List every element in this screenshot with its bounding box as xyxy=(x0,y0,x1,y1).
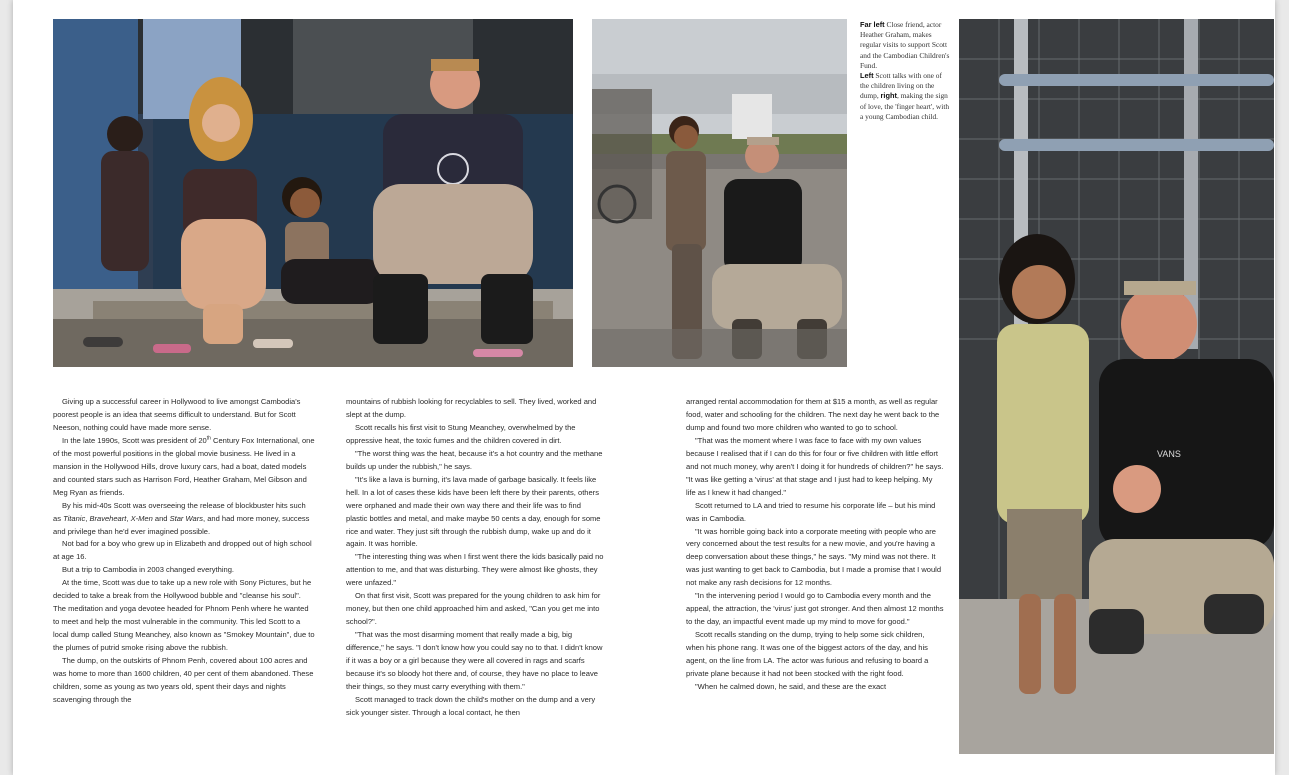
paragraph: Not bad for a boy who grew up in Elizabeth and dropped out of high school at age 16. xyxy=(53,539,312,562)
photo-caption xyxy=(860,20,950,122)
shirt-logo: VANS xyxy=(1157,449,1181,459)
paragraph: arranged rental accommodation for them at $15 a month, as well as regular food, water and schooling for the children. The next day he went back to the dump and found two more children who wanted to go to school. xyxy=(686,397,940,432)
photo-finger-heart xyxy=(959,19,1274,754)
paragraph: "When he calmed down, he said, and these are the exact xyxy=(695,681,887,691)
paragraph: "That was the most disarming moment that really made a big, big difference," he says. "I don't know how you could say no to that. I didn't know if it was a boy or a girl because they were all covered in rags and scarfs because it's so bloody hot there and, of course, they have no place to leave their things, so they must carry everything with them." xyxy=(346,630,603,691)
paragraph: "In the intervening period I would go to Cambodia every month and the appeal, the attraction, the 'virus' just got stronger. And then almost 12 months to the day, an impactful event made up my mind to move for good." xyxy=(686,591,944,627)
paragraph: In the late 1990s, Scott was president of 20th Century Fox International, one of the most powerful positions in the global movie business. He lived in a mansion in the Hollywood Hills, drove luxury cars, had a boat, dated models and counted stars such as Harrison Ford, Heather Graham, Mel Gibson and Meg Ryan as friends. xyxy=(53,435,315,497)
paragraph: "It was horrible going back into a corporate meeting with people who are very concerned about the test results for a new movie, and you're having a deep conversation about these things," he says. "My mind was not there. It was just wanting to get back to Cambodia, but I made a promise that I would not make any rash decisions for 12 months. xyxy=(686,526,942,588)
article-column-1 xyxy=(53,396,315,707)
caption-far-left-text: Close friend, actor Heather Graham, makes regular visits to support Scott and the Cambodian Children's Fund. xyxy=(860,20,950,70)
article-column-2 xyxy=(346,396,604,720)
paragraph: Scott recalls his first visit to Stung Meanchey, overwhelmed by the oppressive heat, the toxic fumes and the children covered in dirt. xyxy=(346,422,576,445)
caption-far-left-label: Far left xyxy=(860,20,885,29)
photo3-image xyxy=(959,19,1274,754)
paragraph: The dump, on the outskirts of Phnom Penh, covered about 100 acres and was home to more than 1600 children, 40 per cent of them abandoned. These children, some as young as two years old, spent their days and nights scavenging through the xyxy=(53,656,314,704)
paragraph: Scott returned to LA and tried to resume his corporate life – but his mind was in Cambodia. xyxy=(686,500,936,523)
paragraph: Scott managed to track down the child's mother on the dump and a very sick younger sister. Through a local contact, he then xyxy=(346,694,596,717)
paragraph: Giving up a successful career in Hollywood to live amongst Cambodia's poorest people is an idea that seems difficult to understand. But for Scott Neeson, nothing could have made more sense. xyxy=(53,397,301,432)
paragraph: At the time, Scott was due to take up a new role with Sony Pictures, but he decided to take a break from the Hollywood bubble and "cleanse his soul". The meditation and yoga devotee headed for Phnom Penh where he wanted to meet and help the most vulnerable in the community. This led Scott to a local dump called Stung Meanchey, also known as "Smokey Mountain", due to the plumes of putrid smoke rising above the rubbish. xyxy=(53,578,315,653)
paragraph: By his mid-40s Scott was overseeing the release of blockbuster hits such as Titanic, Braveheart, X-Men and Star Wars, and had more money, success and privilege than he'd ever imagined possible. xyxy=(53,500,310,536)
paragraph: On that first visit, Scott was prepared for the young children to ask him for money, but then one child approached him and asked, "Can you get me into school?". xyxy=(346,591,601,627)
paragraph: mountains of rubbish looking for recyclables to sell. They lived, worked and slept at the dump. xyxy=(346,397,597,419)
article-column-3 xyxy=(686,396,944,694)
photo-heather-graham-and-children xyxy=(53,19,573,367)
paragraph: Scott recalls standing on the dump, trying to help some sick children, when his phone rang. It was one of the biggest actors of the day, and his agent, on the line from LA. The actor was furious and refusing to board a private plane because it had not been stocked with the right food. xyxy=(686,630,929,679)
magazine-spread xyxy=(13,0,1275,775)
paragraph: "The interesting thing was when I first went there the kids basically paid no attention to me, and that was disturbing. They were almost like ghosts, they were unfazed." xyxy=(346,552,604,588)
caption-left-label: Left xyxy=(860,71,874,81)
caption-left-text-a: Scott talks with one of the children living on the dump, xyxy=(860,71,942,101)
paragraph: "The worst thing was the heat, because it's a hot country and the methane builds up under the rubbish," he says. xyxy=(346,448,603,471)
photo1-image xyxy=(53,19,573,367)
caption-right-label: right xyxy=(880,91,897,101)
paragraph: "That was the moment where I was face to face with my own values because I realised that if I can do this for four or five children with little effort and not much money, why aren't I doing it for hundreds of children?" he says. "It was like getting a 'virus' at that stage and I just had to keep helping. My life as I knew it had changed." xyxy=(686,435,944,497)
photo-scott-on-dump xyxy=(592,19,847,367)
caption-left-text-b: , making the sign of love, the 'finger heart', with a young Cambodian child. xyxy=(860,91,950,121)
paragraph: "It's like a lava is burning, it's lava made of garbage basically. It feels like hell. In a lot of cases these kids have been left there by their parents, others were orphaned and made their own way there and their life was to find plastic bottles and metal, and make maybe 50 cents a day, enough for some rice and water. They just sift through the rubbish dump, wake up and do it again. It was horrible. xyxy=(346,474,601,549)
photo2-image xyxy=(592,19,847,367)
paragraph: But a trip to Cambodia in 2003 changed everything. xyxy=(62,565,235,575)
